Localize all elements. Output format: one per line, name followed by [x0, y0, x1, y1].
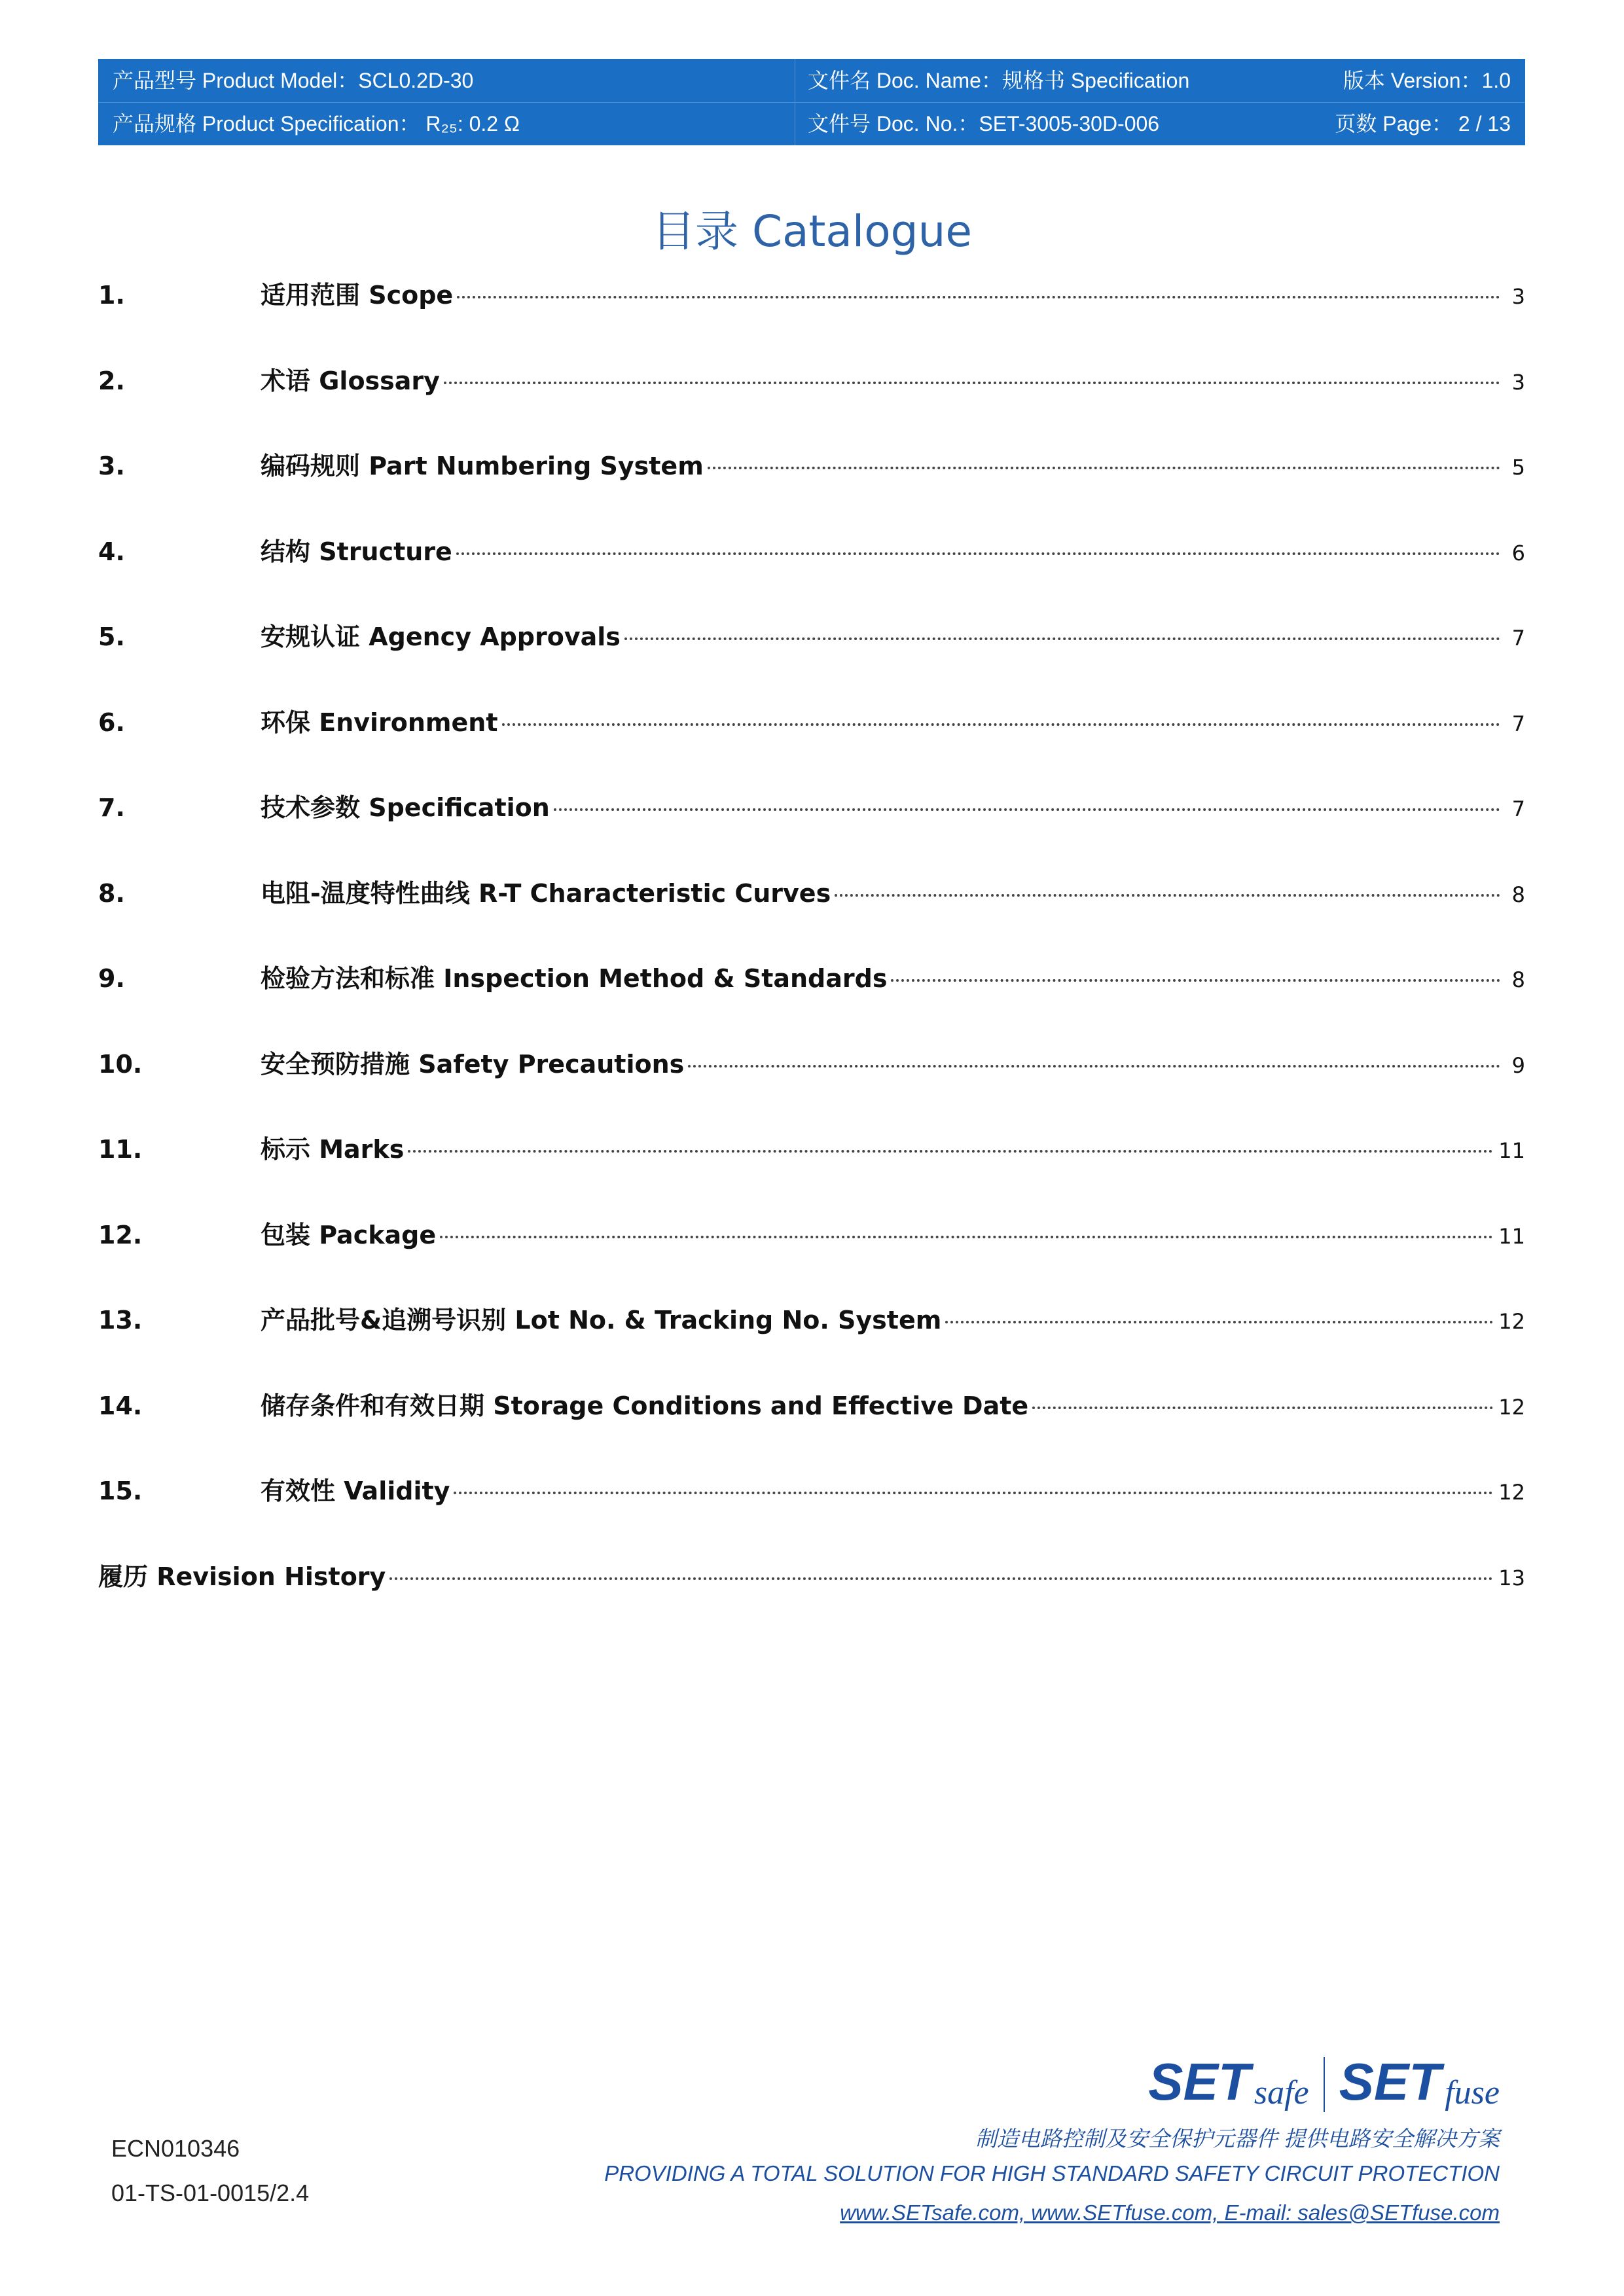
toc-entry-number: 14.	[98, 1391, 143, 1420]
toc-entry-number: 2.	[98, 366, 125, 395]
toc-entry[interactable]	[98, 446, 1525, 485]
toc-entry-page: 5	[1511, 455, 1525, 480]
toc-entry-number: 13.	[98, 1306, 143, 1335]
logo-separator	[1324, 2057, 1325, 2112]
tagline-english: PROVIDING A TOTAL SOLUTION FOR HIGH STANDARD SAFETY CIRCUIT PROTECTION	[604, 2161, 1500, 2185]
toc-dot-leader	[502, 723, 1500, 726]
toc-dot-leader	[389, 1577, 1493, 1580]
toc-entry-number: 5.	[98, 622, 125, 651]
logo-setfuse-small: fuse	[1445, 2074, 1500, 2111]
ecn-number: ECN010346	[111, 2135, 240, 2162]
logo-setsafe-small: safe	[1254, 2074, 1309, 2111]
form-number: 01-TS-01-0015/2.4	[111, 2179, 310, 2206]
toc-dot-leader	[408, 1150, 1493, 1153]
toc-entry-title: 结构 Structure	[261, 537, 452, 566]
toc-entry-number: 9.	[98, 964, 125, 993]
page-title: 目录 Catalogue	[652, 206, 972, 257]
toc-entry[interactable]	[98, 1215, 1525, 1254]
toc-dot-leader	[457, 296, 1500, 298]
toc-entry-page: 8	[1511, 882, 1525, 907]
toc-entry-number: 6.	[98, 708, 125, 737]
toc-entry-number: 4.	[98, 537, 125, 566]
toc-entry[interactable]	[98, 1300, 1525, 1339]
toc-entry[interactable]	[98, 1044, 1525, 1083]
toc-entry-number: 1.	[98, 281, 125, 310]
toc-entry[interactable]	[98, 617, 1525, 656]
toc-dot-leader	[554, 808, 1500, 811]
page-indicator: 页数 Page： 2 / 13	[1335, 112, 1511, 135]
header-row-2	[98, 102, 1525, 145]
contact-links[interactable]: www.SETsafe.com, www.SETfuse.com, E-mail: sales@SETfuse.com	[840, 2200, 1500, 2225]
toc-entry-page: 3	[1511, 369, 1525, 395]
toc-entry-number: 7.	[98, 793, 125, 822]
toc-entry-title: 术语 Glossary	[261, 366, 440, 395]
toc-entry[interactable]	[98, 958, 1525, 997]
toc-entry[interactable]	[98, 361, 1525, 400]
toc-entry-title: 技术参数 Specification	[261, 793, 550, 822]
doc-name: 文件名 Doc. Name：规格书 Specification	[808, 69, 1190, 92]
toc-entry-number: 15.	[98, 1477, 143, 1505]
toc-entry-page: 8	[1511, 967, 1525, 992]
toc-entry-title: 产品批号&追溯号识别 Lot No. & Tracking No. System	[261, 1306, 942, 1335]
toc-entry-title: 包装 Package	[261, 1220, 437, 1249]
logo-setfuse-big: SET	[1339, 2053, 1441, 2111]
toc-entry-title: 环保 Environment	[261, 708, 498, 737]
toc-dot-leader	[444, 382, 1500, 384]
toc-entry-number: 11.	[98, 1135, 143, 1164]
toc-entry-page: 11	[1498, 1138, 1525, 1163]
toc-dot-leader	[456, 552, 1500, 555]
product-spec: 产品规格 Product Specification： R₂₅: 0.2 Ω	[113, 112, 520, 135]
toc-dot-leader	[945, 1321, 1493, 1323]
toc-entry-title: 电阻-温度特性曲线 R-T Characteristic Curves	[261, 878, 831, 908]
toc-entry-title: 有效性 Validity	[261, 1477, 450, 1505]
toc-entry-title: 安规认证 Agency Approvals	[261, 622, 621, 651]
toc-entry-title: 履历 Revision History	[98, 1562, 386, 1591]
toc-entry-title: 储存条件和有效日期 Storage Conditions and Effective Date	[261, 1391, 1029, 1420]
toc-entry-title: 标示 Marks	[261, 1135, 405, 1164]
toc-entry-title: 检验方法和标准 Inspection Method & Standards	[261, 964, 888, 993]
toc-entry[interactable]	[98, 873, 1525, 912]
toc-dot-leader	[835, 894, 1500, 897]
tagline-chinese: 制造电路控制及安全保护元器件 提供电路安全解决方案	[975, 2126, 1500, 2151]
toc-dot-leader	[688, 1065, 1500, 1067]
toc-dot-leader	[1032, 1407, 1493, 1409]
doc-number: 文件号 Doc. No.：SET-3005-30D-006	[808, 112, 1160, 135]
toc-entry[interactable]	[98, 275, 1525, 314]
toc-entry-page: 7	[1511, 626, 1525, 651]
toc-entry-page: 6	[1511, 540, 1525, 565]
toc-dot-leader	[891, 979, 1500, 982]
product-model: 产品型号 Product Model：SCL0.2D-30	[113, 69, 474, 92]
toc-entry-page: 12	[1498, 1394, 1525, 1420]
toc-dot-leader	[440, 1236, 1493, 1238]
toc-entry[interactable]	[98, 531, 1525, 571]
logo-setsafe-big: SET	[1148, 2053, 1250, 2111]
toc-entry[interactable]	[98, 1386, 1525, 1425]
toc-entry[interactable]	[98, 1471, 1525, 1510]
toc-entry[interactable]	[98, 1556, 1525, 1596]
document-header	[98, 59, 1525, 145]
toc-entry-page: 7	[1511, 797, 1525, 821]
toc-entry-page: 7	[1511, 711, 1525, 736]
toc-entry-number: 8.	[98, 878, 125, 908]
toc-entry[interactable]	[98, 1129, 1525, 1168]
toc-entry-page: 12	[1498, 1309, 1525, 1334]
toc-entry-number: 3.	[98, 452, 125, 480]
toc-entry-page: 9	[1511, 1052, 1525, 1078]
toc-entry-number: 12.	[98, 1220, 143, 1249]
company-logo	[1148, 2052, 1500, 2112]
toc-entry-number: 10.	[98, 1049, 143, 1079]
toc-dot-leader	[454, 1492, 1493, 1494]
toc-entry-page: 3	[1511, 284, 1525, 309]
toc-entry-title: 编码规则 Part Numbering System	[261, 452, 704, 480]
doc-version: 版本 Version：1.0	[1343, 69, 1511, 92]
toc-entry-page: 13	[1498, 1565, 1525, 1590]
toc-entry-page: 12	[1498, 1480, 1525, 1505]
toc-entry-title: 适用范围 Scope	[261, 281, 454, 310]
header-row-1	[98, 59, 1525, 103]
toc-entry[interactable]	[98, 787, 1525, 827]
toc-entry[interactable]	[98, 702, 1525, 742]
toc-dot-leader	[708, 467, 1500, 469]
toc-entry-page: 11	[1498, 1223, 1525, 1249]
toc-entry-title: 安全预防措施 Safety Precautions	[261, 1049, 685, 1079]
toc-dot-leader	[624, 637, 1500, 640]
